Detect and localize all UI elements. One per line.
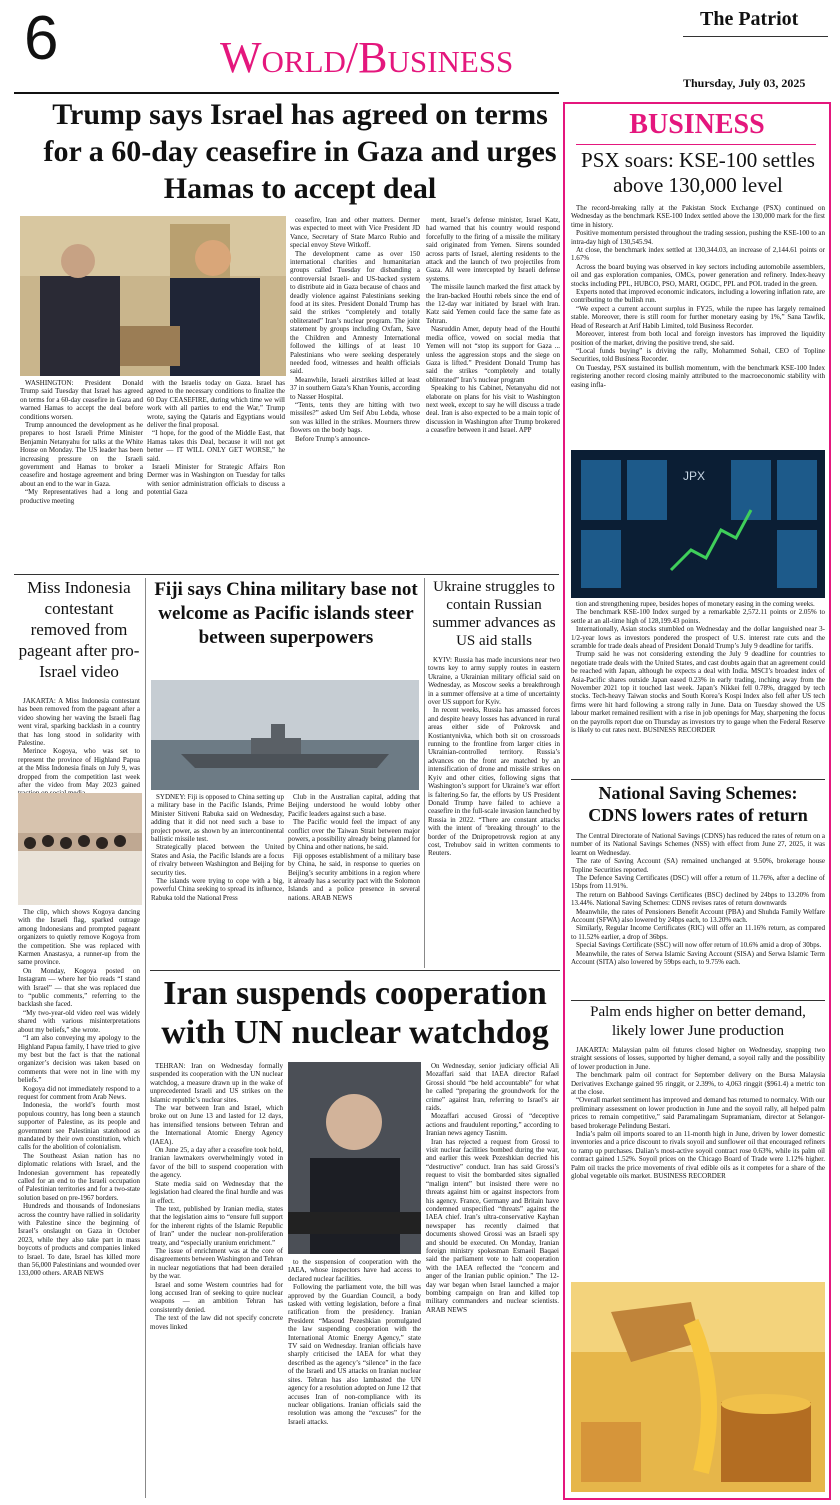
section-rule: [571, 779, 825, 780]
paragraph: In recent weeks, Russia has amassed forces and despite heavy losses has advanced in rural areas either side of Pokrovsk and Kostiantynivka, which both sit on crossroads running to the frontline from larger cities in Ukrainian-controlled territory. Russia’s advances on the front are matched by an intensification of drone and missile strikes on Kyiv and other cities, following signs that Washington’s support for Ukraine’s war effort is faltering.So far, the efforts by US President Donald Trump have failed to achieve a ceasefire in the full-scale invasion launched by Russia in 2022. “There are constant attacks with the intent of ‘breaking through’ to the border of the Dnipropetrovsk region at any cost, Trehubov said in written comments to Reuters.: [428, 706, 560, 858]
paragraph: ment, Israel’s defense minister, Israel Katz, had warned that his country would respond forcefully to the firing of a missile the military said originated from Yemen. Sirens sounded across parts of Israel, alerting residents to the attack and the launch of two projectiles from Gaza. All were intercepted by Israeli defense systems.: [426, 216, 560, 283]
paragraph: The text, published by Iranian media, states that the legislation aims to “ensure full support for the inherent rights of the Islamic Republic of Iran” under the nuclear non-proliferation treaty, and “especially uranium enrichment.”: [150, 1204, 283, 1247]
paragraph: Strategically placed between the United States and Asia, the Pacific Islands are a focus of rivalry between Washington and Beijing for security ties.: [151, 843, 284, 877]
paragraph: On Tuesday, PSX sustained its bullish momentum, with the benchmark KSE-100 Index registering another record closing mainly attributed to the macroeconomic stability with easing infla-: [571, 363, 825, 389]
fiji-col-2: [288, 793, 420, 968]
paper-name: The Patriot: [700, 8, 799, 30]
cdns-body: [571, 832, 825, 998]
paragraph: The return on Bahbood Savings Certificates (BSC) declined by 24bps to 13.20% from 13.44%. National Saving Schemes: CDNS revises rates of return downwards: [571, 890, 825, 908]
masthead-rule: [683, 36, 828, 37]
paragraph: “My two-year-old video reel was widely shared with various misinterpretations about my beliefs,” she wrote.: [18, 1008, 140, 1034]
photo-icon: [20, 216, 286, 376]
paragraph: Merince Kogoya, who was set to represent the province of Highland Papua at the Miss Indonesia finals on July 9, was dropped from the competition last week after the video from May 2023 gained: [18, 747, 140, 790]
business-label: BUSINESS: [629, 109, 765, 140]
jpx-logo: JPX: [683, 469, 706, 483]
palm-photo: [571, 1282, 825, 1492]
paragraph: TEHRAN: Iran on Wednesday formally suspended its cooperation with the UN nuclear watchdog, a measure drawn up in the wake of unprecedented Israeli and US strikes on the Islamic republic’s nuclear sites.: [150, 1062, 283, 1104]
paragraph: The record-breaking rally at the Pakistan Stock Exchange (PSX) continued on Wednesday as the benchmark KSE-100 Index settled above the 130,000 mark for the first time in history.: [571, 204, 825, 229]
paragraph: Indonesia, the world’s fourth most populous country, has long been a staunch supporter of Palestine, as its people and government see Palestinian statehood as mandated by their own constitution, which calls for the abolition of colonialism.: [18, 1101, 140, 1152]
paragraph: Israel and some Western countries had for long accused Iran of seeking to quire nuclear weapons — an ambition Tehran has consistently denied.: [150, 1280, 283, 1314]
psx-body-bottom: [571, 600, 825, 776]
psx-photo: [571, 450, 825, 598]
palm-body: [571, 1046, 825, 1278]
ukraine-body: [428, 656, 560, 968]
section-title: World/Business: [220, 33, 514, 82]
main-col-2: [147, 379, 285, 571]
paragraph: Hundreds and thousands of Indonesians across the country have rallied in solidarity with Palestine since the beginning of Israel’s onslaught on Gaza in October 2023, while they also take part in mass boycotts of products and companies linked to Israel. To date, Israel has killed more than 56,000 Palestinians and wounded over 133,000 others. ARAB NEWS: [18, 1202, 140, 1278]
miss-indonesia-body-top: [18, 697, 140, 790]
section-rule: [150, 970, 560, 971]
column-divider: [145, 578, 146, 1498]
paragraph: The war between Iran and Israel, which broke out on June 13 and lasted for 12 days, has intensified tensions between Tehran and the International Atomic Energy Agency (IAEA).: [150, 1104, 283, 1146]
cdns-headline: National Saving Schemes: CDNS lowers rates of return: [588, 783, 808, 825]
paragraph: “I hope, for the good of the Middle East, that Hamas takes this Deal, because it will not get better — IT WILL ONLY GET WORSE,” he said.: [147, 429, 285, 463]
paragraph: Israeli Minister for Strategic Affairs Ron Dermer was in Washington on Tuesday for talks with senior administration officials to discuss a potential Gaza: [147, 463, 285, 497]
paragraph: The Defence Saving Certificates (DSC) will offer a return of 11.76%, after a decline of 15bps from 11.91%.: [571, 874, 825, 891]
paragraph: The benchmark KSE-100 Index surged by a remarkable 2,572.11 points or 2.05% to settle at an all-time high of 128,199.43 points.: [571, 608, 825, 625]
miss-indonesia-headline: Miss Indonesia contestant removed from pageant after pro-Israel video: [18, 578, 140, 681]
paragraph: The Pacific would feel the impact of any conflict over the Taiwan Strait between major powers, a possibility already being planned for by China and other nations, he said.: [288, 818, 420, 852]
paragraph: Moreover, interest from both local and foreign investors has improved the liquidity position of the market, driving the positive trend, she said.: [571, 330, 825, 347]
paragraph: Special Savings Certificate (SSC) will now offer return of 10.6% amid a drop of 30bps.: [576, 941, 822, 950]
section-rule: [14, 574, 559, 575]
paragraph: The benchmark palm oil contract for September delivery on the Bursa Malaysia Derivatives Exchange gained 95 ringgit, or 2.39%, to 4,063 ringgit ($961.4) a metric ton at the close.: [571, 1071, 825, 1097]
business-label-rule: [576, 144, 816, 145]
group-photo-icon: [18, 793, 142, 905]
fiji-photo: [151, 680, 419, 790]
miss-indonesia-body-bottom: [18, 908, 140, 1498]
paragraph: Similarly, Regular Income Certificates (RIC) will offer an 11.16% return, as compared to 11.52% earlier, a drop of 36bps.: [571, 924, 825, 941]
psx-headline: PSX soars: KSE-100 settles above 130,000 level: [581, 148, 815, 197]
paragraph: Club in the Australian capital, adding that Beijing understood he would lobby other Pacific leaders against such a base.: [288, 793, 420, 818]
iran-col-2: [288, 1258, 421, 1498]
paragraph: Across the board buying was observed in key sectors including automobile assemblers, oil and gas exploration companies, OMCs, power generation and refinery. Index-heavy stocks including PPL, HUBCO, PSO, MARI, OGDC, PPL and POL traded in the green.: [571, 262, 825, 288]
paragraph: Following the parliament vote, the bill was approved by the Guardian Council, a body tasked with vetting legislation, before a final ratification from the presidency. Iranian President “Masoud Pezeshkian promulgated the law suspending cooperation with the International Atomic Energy Agency,” state TV said on Wednesday. Iranian officials have sharply criticised the IAEA for what they described as the agency’s “silence” in the face of the Israeli and US attacks on Iranian nuclear sites. Tehran has also lambasted the UN agency for a resolution adopted on June 12 that accuses Iran of non-compliance with its nuclear obligations. Iranian officials said the resolution was among the “excuses” for the Israeli attacks.: [288, 1283, 421, 1426]
iran-col-3: [426, 1062, 559, 1498]
palm-headline: Palm ends higher on better demand, likely lower June production: [590, 1004, 806, 1039]
paragraph: The clip, which shows Kogoya dancing with the Israeli flag, sparked outrage among Indonesians and prompted pageant organizers to quietly remove Kogoya from the competition. She was replaced with Karmen Anastasya, a runner-up from the same province.: [18, 908, 140, 967]
paragraph: Experts noted that improved economic indicators, including a lowering inflation rate, are contributing to the bullish run.: [571, 288, 826, 305]
main-headline: Trump says Israel has agreed on terms for a 60-day ceasefire in Gaza and urges Hamas to accept deal: [43, 98, 557, 205]
paragraph: Kogoya did not immediately respond to a request for comment from Arab News.: [18, 1084, 140, 1101]
paragraph: WASHINGTON: President Donald Trump said Tuesday that Israel has agreed on terms for a 60-day ceasefire in Gaza and warned Hamas to accept the deal before conditions worsen.: [20, 379, 143, 421]
paragraph: Positive momentum persisted throughout the trading session, pushing the KSE-100 to an intra-day high of 130,545.94.: [571, 229, 825, 246]
paragraph: Meanwhile, the rates of Serwa Islamic Saving Account (SISA) and Serwa Islamic Term Account (SITA) also lowered by 59bps each, to 9.75% each.: [571, 949, 825, 967]
paragraph: Meanwhile, Israeli airstrikes killed at least 37 in southern Gaza’s Khan Younis, according to Nasser Hospital.: [290, 375, 420, 401]
paragraph: The Southeast Asian nation has no diplomatic relations with Israel, and the Indonesian government has repeatedly called for an end to the Israeli occupation of Palestinian territories and for a two-state solution based on pre-1967 borders.: [18, 1151, 140, 1202]
psx-body-top: [571, 204, 825, 448]
paragraph: “Tents, tents they are hitting with two missiles?” asked Um Seif Abu Lebda, whose son was killed in the strikes. Mourners threw flowers on the body bags.: [290, 400, 420, 435]
paragraph: ceasefire, Iran and other matters. Dermer was expected to meet with Vice President JD Vance, Secretary of State Marco Rubio and special envoy Steve Witkoff.: [290, 216, 420, 250]
paragraph: “My Representatives had a long and productive meeting: [20, 488, 143, 505]
paragraph: “We expect a current account surplus in FY25, while the rupee has largely remained stable. Moreover, there is still room for further monetary easing by 1%,” Sana Tawfik, Head of Research at Arif Habib Limited, told Business Recorder.: [571, 304, 825, 330]
paragraph: Meanwhile, the rates of Pensioners Benefit Account (PBA) and Shuhda Family Welfare Account (SFWA) also lowered by 24bps each, to 13.20% each.: [571, 907, 825, 925]
paragraph: The text of the law did not specify concrete moves linked: [150, 1314, 283, 1331]
fiji-headline: Fiji says China military base not welcome as Pacific islands steer between superpowers: [154, 579, 418, 648]
paragraph: The issue of enrichment was at the core of disagreements between Washington and Tehran in nuclear negotiations that had been derailed by the war.: [150, 1246, 283, 1281]
iran-photo: [288, 1062, 421, 1254]
paragraph: The islands were trying to cope with a big, powerful China seeking to spread its influence, Rabuka told the National Press: [151, 877, 284, 902]
paragraph: Internationally, Asian stocks stumbled on Wednesday and the dollar languished near 3-1/2-year lows as investors pondered the prospect of U.S. interest rate cuts and the scramble for trade deals ahead of President Donald Trump’s July 9 deadline for tariffs.: [571, 625, 825, 651]
paragraph: KYIV: Russia has made incursions near two towns key to army supply routes in eastern Ukraine, a Ukrainian military official said on Wednesday, as Moscow seeks a breakthrough in a summer offensive at a time of uncertainty over US support for Kyiv.: [428, 656, 560, 707]
paragraph: On Wednesday, senior judiciary official Ali Mozaffari said that IAEA director Rafael Grossi should “be held accountable” for what he called “preparing the groundwork for the crime” against Iran, referring to Israel’s air raids.: [426, 1062, 559, 1113]
paragraph: SYDNEY: Fiji is opposed to China setting up a military base in the Pacific Islands, Prime Minister Sitiveni Rabuka said on Wednesday, adding that it did not need such a base to project power, as shown by an intercontinental ballistic missile test.: [151, 793, 284, 844]
page-number: 6: [24, 4, 59, 73]
paragraph: On June 25, a day after a ceasefire took hold, Iranian lawmakers overwhelmingly voted in favor of the bill to suspend cooperation with the agency.: [150, 1146, 283, 1180]
section-rule: [571, 1000, 825, 1001]
paragraph: India’s palm oil imports soared to an 11-month high in June, driven by lower domestic inventories and a price discount to rivals soyoil and sunflower oil that encouraged refiners to ramp up purchases. Dalian’s most-active soyoil contract rose 0.63%, while its palm oil contract gained 1.52%. Soyoil prices on the Chicago Board of Trade were 1.12% higher. Palm oil tracks the price movements of rival edible oils as it competes for a share of the global vegetable oils market. BUSINESS RECORDER: [571, 1130, 825, 1181]
paragraph: with the Israelis today on Gaza. Israel has agreed to the necessary conditions to finalize the 60 Day CEASEFIRE, during which time we will work with all parties to end the War,” Trump wrote, saying the Qataris and Egyptians would deliver the final proposal.: [147, 379, 285, 430]
column-divider: [424, 578, 425, 968]
paragraph: “Local funds buying” is driving the rally, Mohammed Sohail, CEO of Topline Securities, told Business Recorder.: [571, 346, 825, 364]
paragraph: “Overall market sentiment has improved and demand has returned to normalcy. With our preliminary assessment on lower production in June and the soyoil rally, all helped palm prices to remain competitive,” said Paramalingam Supramaniam, director at Selangor-based brokerage Pelindung Bestari.: [571, 1096, 825, 1130]
paragraph: Trump said he was not considering extending the July 9 deadline for countries to negotiate trade deals with the United States, and cast doubts again that an agreement could be reached with Japan, although he expects a deal with India. MSCI’s broadest index of Asia-Pacific shares outside Japan eased 0.23% in early trading, inching away from the November 2021 top it touched last week. Japan’s Nikkei fell 0.78%, dragged by tech stocks. Tech-heavy Taiwan stocks and South Korea’s Kospi Index also fell after US tech firms were hit hard following a strong rally in June. Data on Tuesday showed the US labour market remained resilient with a rise in job openings for May, sharpening the focus on the payrolls report due on Thursday as investors try to gauge when the Federal Reserve is likely to cut rates next. BUSINESS RECORDER: [571, 650, 825, 735]
paragraph: JAKARTA: A Miss Indonesia contestant has been removed from the pageant after a video showing her waving the Israeli flag went viral, sparking backlash in a country that has long stood in solidarity with Palestine.: [18, 697, 140, 748]
paragraph: The missile launch marked the first attack by the Iran-backed Houthi rebels since the end of the 12-day war initiated by Israel with Iran. Katz said Yemen could face the same fate as Tehran.: [426, 283, 560, 325]
main-col-1: [20, 379, 143, 571]
paragraph: Nasruddin Amer, deputy head of the Houthi media office, vowed on social media that Yemen will not “stop its support for Gaza ... unless the aggression stops and the siege on Gaza is lifted.” President Donald Trump has said the strikes “completely and totally obliterated” Iran’s nuclear program: [426, 325, 560, 384]
portrait-icon: [288, 1062, 421, 1254]
paragraph: Mozaffari accused Grossi of “deceptive actions and fraudulent reporting,” according to Iranian news agency Tasnim.: [426, 1112, 559, 1138]
paragraph: “I am also conveying my apology to the Highland Papua family, I have tried to give my best but the fact is that the national organizer’s decision was taken based on comments that were not in line with my beliefs.”: [18, 1034, 140, 1085]
paragraph: Iran has rejected a request from Grossi to visit nuclear facilities bombed during the war, and earlier this week Pezeshkian decried his “destructive” conduct. Iran has said Grossi’s request to visit the bombarded sites signalled “malign intent” but insisted there were no threats against him or against inspectors from his agency. France, Germany and Britain have condemned unspecified “threats” against the IAEA chief. Iran’s ultra-conservative Kayhan newspaper has recently claimed that documents showed Grossi was an Israeli spy and should be executed. On Monday, Iranian foreign ministry spokesman Esmaeil Baqaei said the parliament vote to halt cooperation with the IAEA reflected the “concern and anger of the Iranian public opinion.” The 12-day war began when Israel launched a major bombing campaign on Iran and killed top military commanders and nuclear scientists. ARAB NEWS: [426, 1137, 559, 1314]
paragraph: On Monday, Kogoya posted on Instagram — where her bio reads “I stand with Israel” — that she was replaced due to “public comments,” referring to the backlash she faced.: [18, 966, 140, 1009]
paragraph: Speaking to his Cabinet, Netanyahu did not elaborate on plans for his visit to Washington next week, except to say he will discuss a trade deal. Iran is also expected to be a main topic of discussion in Washington after Trump brokered a ceasefire between it and Israel. APP: [426, 384, 560, 435]
paragraph: State media said on Wednesday that the legislation had cleared the final hurdle and was in effect.: [150, 1179, 283, 1205]
miss-indonesia-photo: [18, 793, 142, 905]
main-photo: [20, 216, 286, 376]
paragraph: tion and strengthening rupee, besides hopes of monetary easing in the coming weeks.: [576, 600, 815, 608]
paragraph: Trump announced the development as he prepares to host Israeli Prime Minister Benjamin Netanyahu for talks at the White House on Monday. The US leader has been increasing pressure on the Israeli government and Hamas to broker a ceasefire and hostage agreement and bring about an end to the war in Gaza.: [20, 421, 143, 488]
ukraine-headline: Ukraine struggles to contain Russian summer advances as US aid stalls: [432, 579, 556, 649]
paragraph: Before Trump’s announce-: [295, 434, 371, 443]
header-rule: [14, 92, 559, 94]
warship-icon: [151, 680, 419, 790]
iran-headline: Iran suspends cooperation with UN nuclear watchdog: [161, 975, 549, 1051]
issue-date: Thursday, July 03, 2025: [683, 76, 806, 90]
paragraph: JAKARTA: Malaysian palm oil futures closed higher on Wednesday, snapping two straight sessions of losses, supported by higher demand, a soyoil rally and the possibility of lower production in June.: [571, 1046, 825, 1071]
palm-oil-icon: [571, 1282, 825, 1492]
paragraph: The development came as over 150 international charities and humanitarian groups called Tuesday for disbanding a controversial Israeli- and US-backed system to distribute aid in Gaza because of chaos and deadly violence against Palestinians seeking food at its sites. President Donald Trump has said the strikes “completely and totally obliterated” Iran’s nuclear program. The joint statement by groups including Oxfam, Save the Children and Amnesty International followed the killings of at least 10 Palestinians who were seeking desperately needed food, witnesses and health officials said.: [290, 249, 420, 376]
paragraph: At close, the benchmark index settled at 130,344.03, an increase of 2,144.61 points or 1.67%: [571, 246, 825, 263]
stock-board-icon: [571, 450, 825, 598]
paragraph: Fiji opposes establishment of a military base by China, he said, in response to queries on Beijing’s security ambitions in a region where it already has a security pact with the Solomon Islands and a police presence in several nations. ARAB NEWS: [288, 851, 420, 902]
main-col-3: [290, 216, 420, 572]
paragraph: to the suspension of cooperation with the IAEA, whose inspectors have had access to declared nuclear facilities.: [288, 1258, 421, 1283]
paragraph: The Central Directorate of National Savings (CDNS) has reduced the rates of return on a number of its National Savings Schemes (NSS) with effect from June 27, 2025, it was learnt on Wednesday.: [571, 832, 825, 857]
fiji-col-1: [151, 793, 284, 968]
main-col-4: [426, 216, 560, 572]
iran-col-1: [150, 1062, 283, 1498]
paragraph: The rate of Saving Account (SA) remained unchanged at 9.50%, brokerage house Topline Securities reported.: [571, 857, 825, 874]
